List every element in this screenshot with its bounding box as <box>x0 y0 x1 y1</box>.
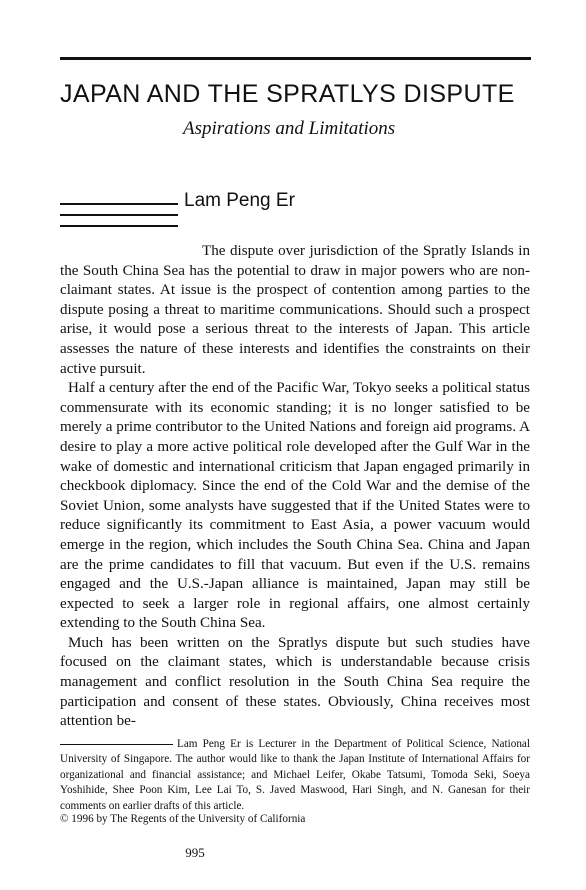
author-name: Lam Peng Er <box>184 190 295 211</box>
page-number: 995 <box>185 845 205 860</box>
body-paragraph: The dispute over jurisdiction of the Spratly Islands in the South China Sea has the potential to draw in major powers who are non-claimant states. At issue is the prospect of contention among parties to the dispute posing a threat to maritime communications. Should such a prospect arise, it would pose a serious threat to the interests of Japan. This article assesses the nature of these interests and identifies the constraints on their active pursuit. <box>60 243 530 377</box>
article-body <box>60 242 530 732</box>
author-rule <box>60 225 178 227</box>
article-title: JAPAN AND THE SPRATLYS DISPUTE <box>60 80 515 108</box>
author-footnote <box>60 737 530 814</box>
body-paragraph: Half a century after the end of the Pacific War, Tokyo seeks a political status commensurate with its economic standing; it is no longer satisfied to be merely a prime contributor to the United Nations and foreign aid programs. A desire to play a more active political role developed after the Gulf War in the wake of domestic and international criticism that Japan engaged primarily in checkbook diplomacy. Since the end of the Cold War and the demise of the Soviet Union, some analysts have suggested that if the United States were to reduce significantly its commitment to East Asia, a power vacuum would emerge in the region, which includes the South China Sea. China and Japan are the prime candidates to fill that vacuum. But even if the U.S. remains engaged and the U.S.-Japan alliance is maintained, Japan may still be expected to seek a larger role in regional affairs, one almost certainly extending to the South China Sea. <box>60 380 530 632</box>
author-rule <box>60 214 178 216</box>
footnote-rule <box>60 744 173 745</box>
author-rule <box>60 203 178 205</box>
header-rule <box>60 57 531 60</box>
footnote-text: Lam Peng Er is Lecturer in the Department of Political Science, National University of Singapore. The author would like to thank the Japan Institute of International Affairs for organizational and financial assistance; and Michael Leifer, Okabe Tatsumi, Tomoda Seki, Soeya Yoshihide, Shee Poon Kim, Lee Lai To, S. Javed Maswood, Hari Singh, and N. Ganesan for their comments on earlier drafts of this article. <box>60 738 530 812</box>
body-paragraph: Much has been written on the Spratlys dispute but such studies have focused on the claimant states, which is understandable because crisis management and conflict resolution in the South China Sea require the participation and consent of these states. Obviously, China receives most attention be- <box>60 634 530 730</box>
copyright-notice: © 1996 by The Regents of the University of California <box>60 813 306 825</box>
article-subtitle: Aspirations and Limitations <box>183 118 396 139</box>
